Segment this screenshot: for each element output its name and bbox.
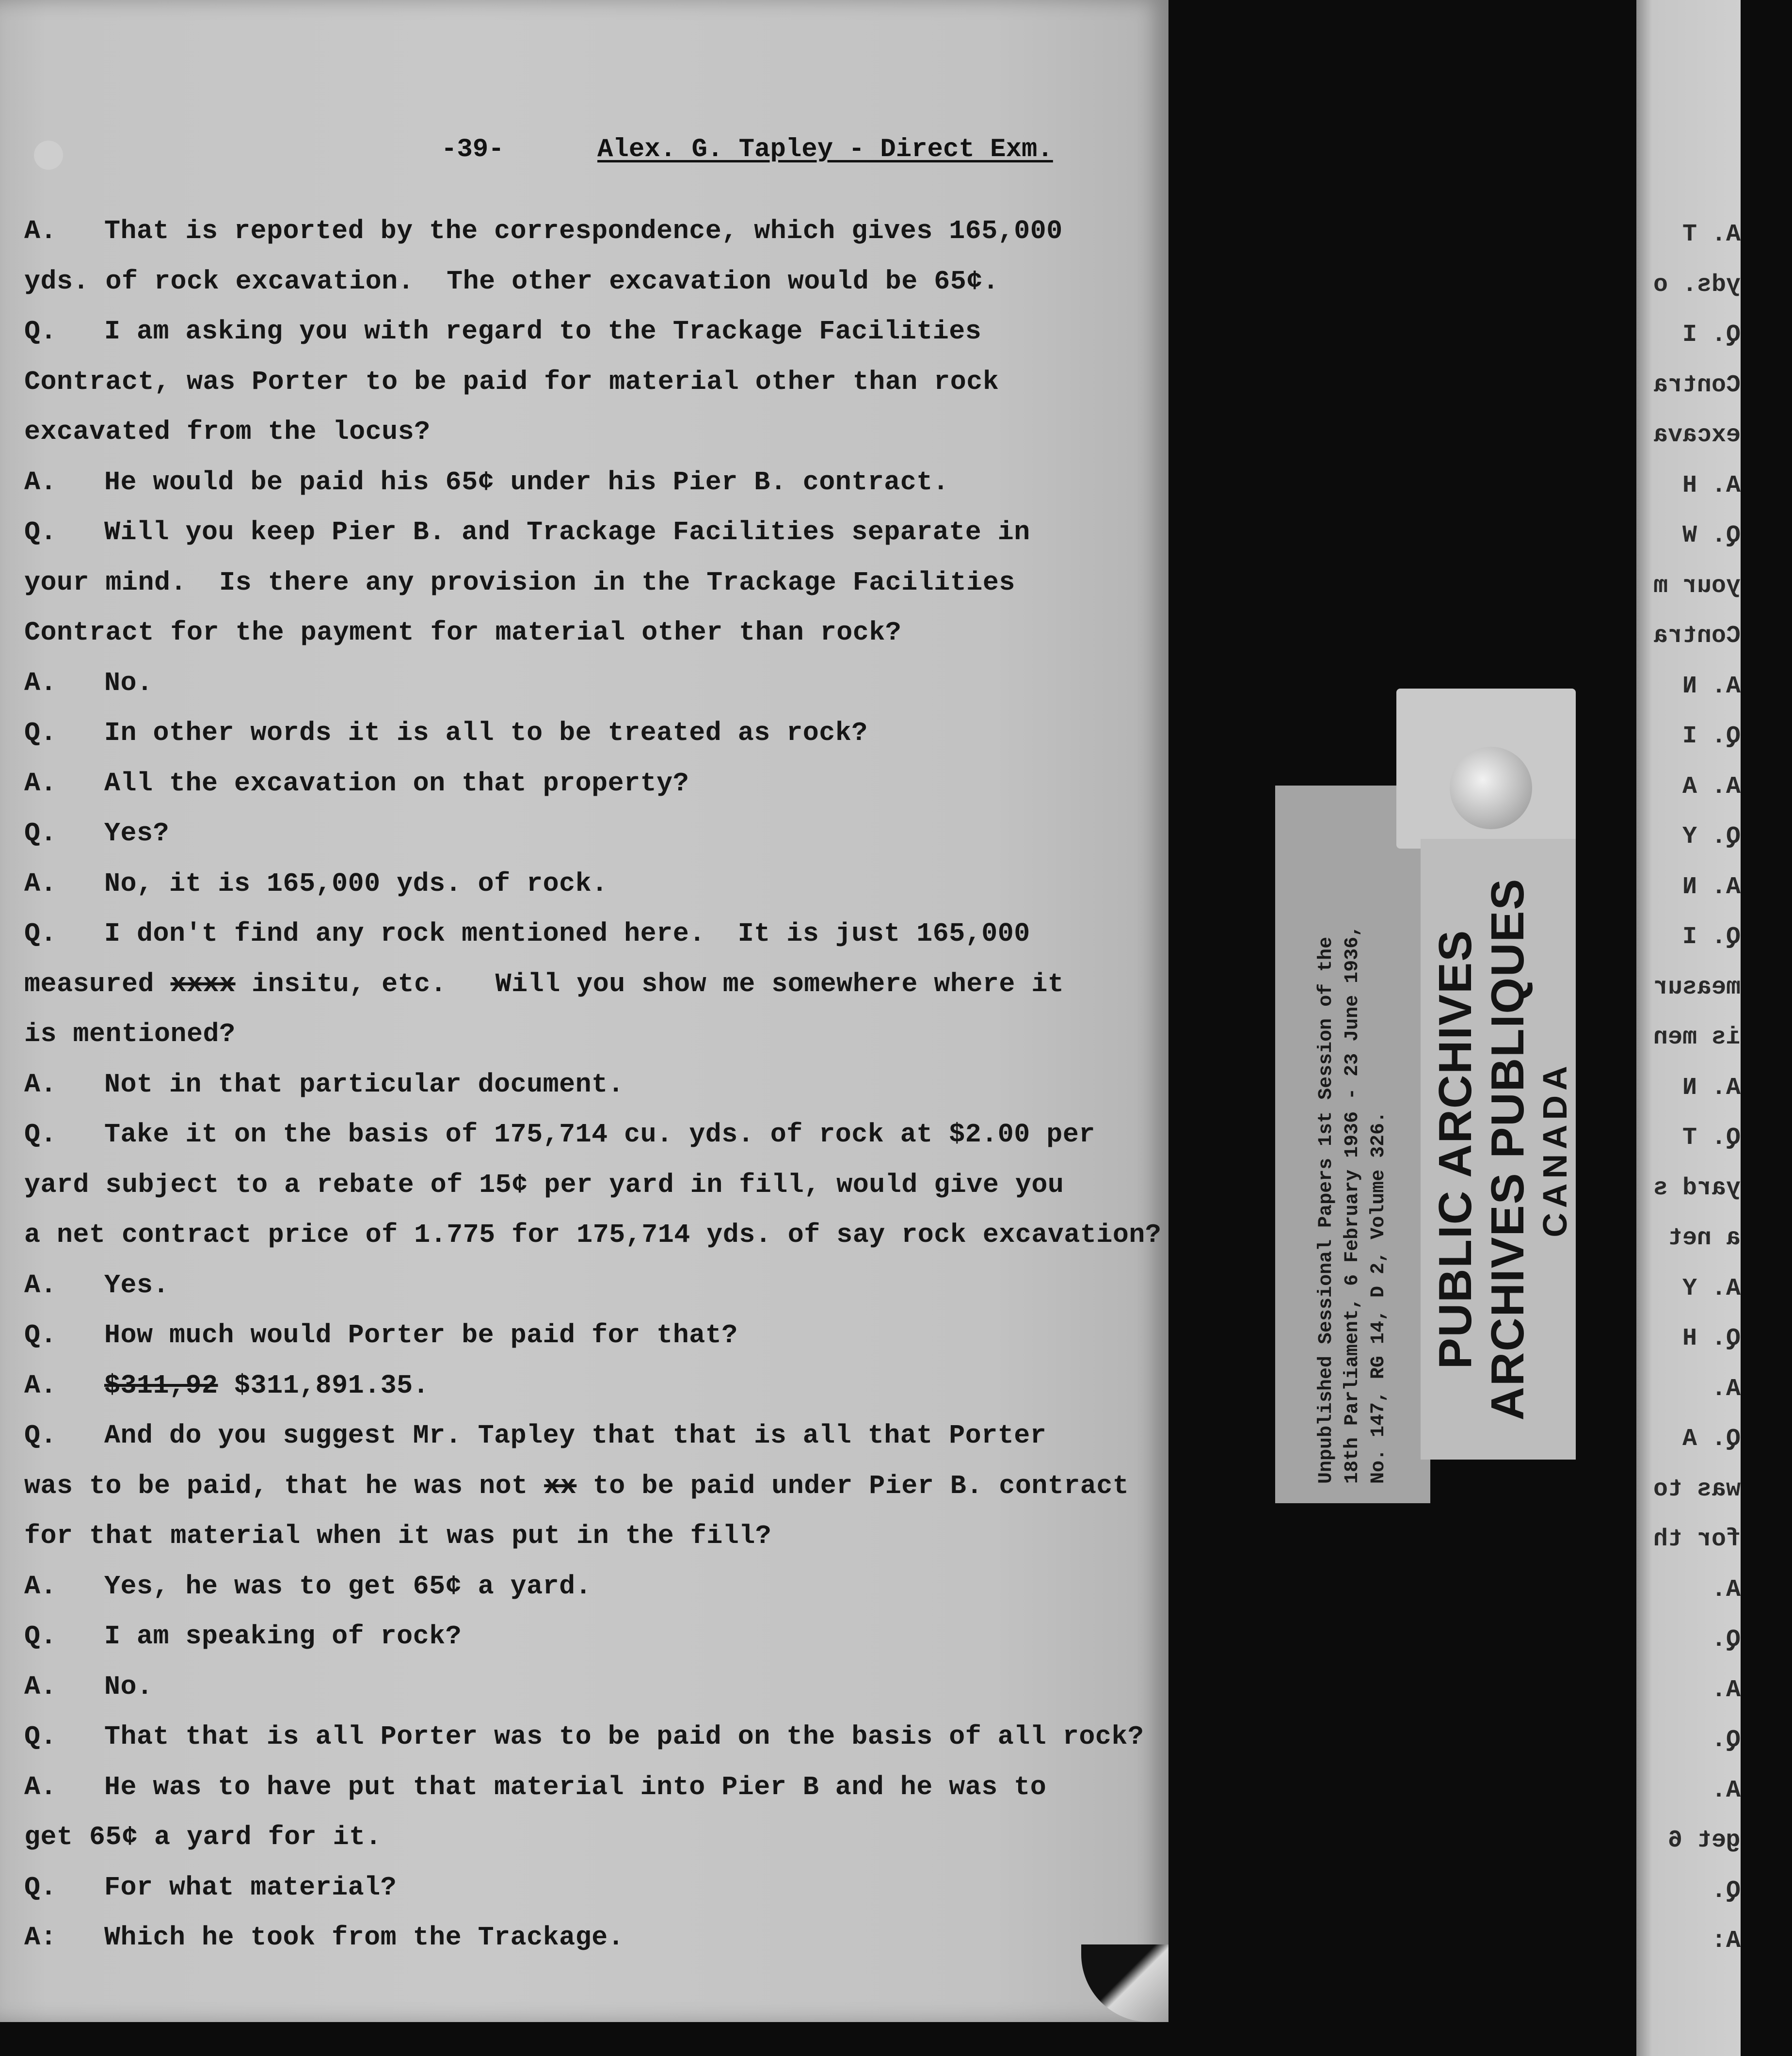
line-text: And do you suggest Mr. Tapley that that is all that Porter <box>104 1420 1047 1451</box>
line-text: No, it is 165,000 yds. of rock. <box>104 868 608 899</box>
bleed-through-fragment: Q. H <box>1682 1325 1741 1352</box>
transcript-body <box>24 206 1162 1963</box>
bleed-through-fragment: Q. I <box>1682 723 1741 750</box>
transcript-line <box>24 1160 1139 1210</box>
transcript-line <box>24 1109 1139 1160</box>
line-text: I am speaking of rock? <box>104 1621 462 1652</box>
line-text-part: was to be paid, that he was not <box>24 1470 544 1501</box>
transcript-line <box>24 658 1139 708</box>
speaker-label: A. <box>24 216 57 246</box>
line-text: No. <box>104 667 153 698</box>
transcript-line <box>24 1812 1139 1863</box>
bleed-through-fragment: Q. <box>1711 1626 1741 1654</box>
transcript-line <box>24 357 1139 407</box>
line-text: yds. of rock excavation. The other excavation would be 65¢. <box>24 266 999 297</box>
line-text: yard subject to a rebate of 15¢ per yard in fill, would give you <box>24 1169 1064 1200</box>
line-text: Not in that particular document. <box>104 1069 624 1100</box>
archive-reference-text <box>1313 805 1392 1484</box>
transcript-line <box>24 1662 1139 1712</box>
bleed-through-fragment: Q. A <box>1682 1425 1741 1453</box>
bleed-through-fragment: get 6 <box>1667 1827 1741 1854</box>
bleed-through-fragment: A. A <box>1682 772 1741 801</box>
speaker-label: A. <box>24 1571 57 1602</box>
bleed-through-fragment: A. N <box>1682 873 1741 901</box>
line-text: For what material? <box>104 1872 397 1903</box>
line-text: Will you keep Pier B. and Trackage Facilities separate in <box>104 517 1030 547</box>
bleed-through-fragment: Q. W <box>1682 522 1741 549</box>
transcript-line <box>24 1762 1139 1813</box>
transcript-line <box>24 306 1139 357</box>
bleed-through-fragment: excava <box>1653 421 1741 449</box>
speaker-label: A. <box>24 1771 57 1802</box>
transcript-line <box>24 1461 1139 1511</box>
line-text-part: measured <box>24 968 171 999</box>
stamp-line-english: PUBLIC ARCHIVES <box>1429 929 1481 1369</box>
bleed-through-fragment: Q. <box>1711 1877 1741 1905</box>
transcript-line <box>24 708 1139 758</box>
speaker-label: Q. <box>24 1420 57 1451</box>
line-text-part: insitu, etc. Will you show me somewhere where it <box>235 968 1064 999</box>
transcript-line <box>24 1411 1139 1461</box>
bleed-through-fragment: measur <box>1653 973 1741 1001</box>
reference-line: No. 147, RG 14, D 2, Volume 326. <box>1368 1111 1390 1484</box>
transcript-line <box>24 1361 1139 1411</box>
bleed-through-fragment: Q. I <box>1682 923 1741 951</box>
line-text: I don't find any rock mentioned here. It is just 165,000 <box>104 918 1030 949</box>
transcript-line <box>24 859 1139 909</box>
transcript-line <box>24 1009 1139 1060</box>
speaker-label: A. <box>24 768 57 799</box>
line-text: That that is all Porter was to be paid on the basis of all rock? <box>104 1721 1144 1752</box>
line-text: excavated from the locus? <box>24 417 431 447</box>
bleed-through-fragment: A. <box>1711 1575 1741 1604</box>
transcript-line <box>24 206 1139 257</box>
speaker-label: Q. <box>24 1621 57 1652</box>
transcript-line <box>24 558 1139 608</box>
speaker-label: Q. <box>24 1872 57 1903</box>
transcript-line <box>24 909 1139 959</box>
speaker-label: Q. <box>24 316 57 347</box>
bleed-through-fragment: yard s <box>1653 1174 1741 1202</box>
transcript-line <box>24 507 1139 558</box>
transcript-line <box>24 1511 1139 1561</box>
line-text: get 65¢ a yard for it. <box>24 1822 382 1852</box>
bleed-through-fragment: A. N <box>1682 1074 1741 1102</box>
transcript-line <box>24 457 1139 508</box>
speaker-label: Q. <box>24 1721 57 1752</box>
speaker-label: A. <box>24 868 57 899</box>
line-text-part: to be paid under Pier B. contract <box>576 1470 1129 1501</box>
line-text: All the excavation on that property? <box>104 768 689 799</box>
page-header <box>441 135 1053 164</box>
transcript-line <box>24 1060 1139 1110</box>
bleed-through-fragment: Q. <box>1711 1726 1741 1754</box>
transcript-line <box>24 407 1139 457</box>
speaker-label: Q. <box>24 1320 57 1350</box>
bleed-through-fragment: Contra <box>1653 371 1741 399</box>
bleed-through-fragment: A. T <box>1682 221 1741 248</box>
line-text: for that material when it was put in the fill? <box>24 1521 772 1551</box>
bleed-through-fragment: A. <box>1711 1375 1741 1403</box>
bleed-through-fragment: your m <box>1653 572 1741 600</box>
line-text: That is reported by the correspondence, which gives 165,000 <box>104 216 1063 246</box>
paper-clip <box>1450 747 1532 829</box>
page-number: -39- <box>441 135 504 164</box>
running-title: Alex. G. Tapley - Direct Exm. <box>597 135 1053 164</box>
speaker-label: Q. <box>24 918 57 949</box>
struck-text: $311,92 <box>104 1370 218 1401</box>
line-text: Which he took from the Trackage. <box>104 1922 624 1953</box>
bleed-through-fragment: for th <box>1653 1526 1741 1553</box>
reference-line: Unpublished Sessional Papers 1st Session of the <box>1315 936 1337 1484</box>
struck-text: xxxx <box>170 968 236 999</box>
bleed-through-fragment: A. Y <box>1682 1274 1741 1302</box>
bleed-through-fragment: is men <box>1653 1024 1741 1051</box>
bleed-through-fragment: a net <box>1667 1224 1741 1252</box>
transcript-line <box>24 1912 1139 1963</box>
transcript-line <box>24 959 1139 1010</box>
bleed-through-fragment: A. <box>1711 1776 1741 1804</box>
speaker-label: A. <box>24 667 57 698</box>
paper-stain <box>34 141 63 170</box>
transcript-line <box>24 1561 1139 1612</box>
bleed-through-page <box>1636 0 1741 2056</box>
bleed-through-fragment: yds. o <box>1653 271 1741 299</box>
bleed-through-fragment: A. <box>1711 1676 1741 1704</box>
bleed-through-fragment: Q. T <box>1682 1124 1741 1152</box>
transcript-line <box>24 1611 1139 1662</box>
speaker-label: A: <box>24 1922 57 1953</box>
line-text: Yes? <box>104 818 170 849</box>
speaker-label: A. <box>24 466 57 498</box>
speaker-label: A. <box>24 1370 57 1401</box>
struck-text: xx <box>544 1470 577 1501</box>
line-text: In other words it is all to be treated as rock? <box>104 718 868 748</box>
line-text: I am asking you with regard to the Trackage Facilities <box>104 316 982 347</box>
transcript-line <box>24 1863 1139 1913</box>
bleed-through-fragment: Q. Y <box>1682 823 1741 851</box>
line-text: Contract for the payment for material other than rock? <box>24 617 902 648</box>
stamp-line-country: CANADA <box>1536 1061 1574 1237</box>
bleed-through-fragment: Contra <box>1653 622 1741 650</box>
speaker-label: A. <box>24 1671 57 1702</box>
line-text: Take it on the basis of 175,714 cu. yds. of rock at $2.00 per <box>104 1119 1095 1150</box>
stamp-line-french: ARCHIVES PUBLIQUES <box>1482 878 1534 1421</box>
line-text: Yes. <box>104 1269 170 1301</box>
speaker-label: A. <box>24 1269 57 1301</box>
line-text: How much would Porter be paid for that? <box>104 1320 738 1350</box>
reference-line: 18th Parliament, 6 February 1936 - 23 June 1936, <box>1342 925 1363 1484</box>
speaker-label: Q. <box>24 517 57 547</box>
archive-stamp <box>1421 839 1576 1460</box>
line-text-part: $311,891.35. <box>218 1370 430 1401</box>
bleed-through-fragment: A: <box>1711 1927 1741 1955</box>
bleed-through-fragment: A. N <box>1682 672 1741 700</box>
line-text: is mentioned? <box>24 1019 236 1049</box>
line-text: your mind. Is there any provision in the Trackage Facilities <box>24 567 1015 598</box>
line-text: No. <box>104 1671 153 1702</box>
speaker-label: A. <box>24 1069 57 1100</box>
transcript-line <box>24 1310 1139 1361</box>
speaker-label: Q. <box>24 818 57 849</box>
transcript-line <box>24 758 1139 809</box>
bleed-through-fragment: was to <box>1653 1475 1741 1503</box>
bleed-through-fragment: A. H <box>1682 471 1741 499</box>
line-text: a net contract price of 1.775 for 175,714 yds. of say rock excavation? <box>24 1220 1162 1250</box>
bleed-through-fragment: Q. I <box>1682 321 1741 349</box>
transcript-line <box>24 608 1139 658</box>
transcript-line <box>24 1210 1162 1260</box>
line-text: Yes, he was to get 65¢ a yard. <box>104 1571 592 1602</box>
transcript-line <box>24 808 1139 859</box>
transcript-line <box>24 1712 1144 1762</box>
archive-reference-slip <box>1275 786 1430 1503</box>
speaker-label: Q. <box>24 1119 57 1150</box>
line-text: Contract, was Porter to be paid for material other than rock <box>24 366 999 397</box>
line-text: He was to have put that material into Pier B and he was to <box>104 1771 1047 1802</box>
speaker-label: Q. <box>24 718 57 748</box>
transcript-line <box>24 257 1139 307</box>
transcript-line <box>24 1260 1139 1311</box>
line-text: He would be paid his 65¢ under his Pier B. contract. <box>104 466 949 498</box>
